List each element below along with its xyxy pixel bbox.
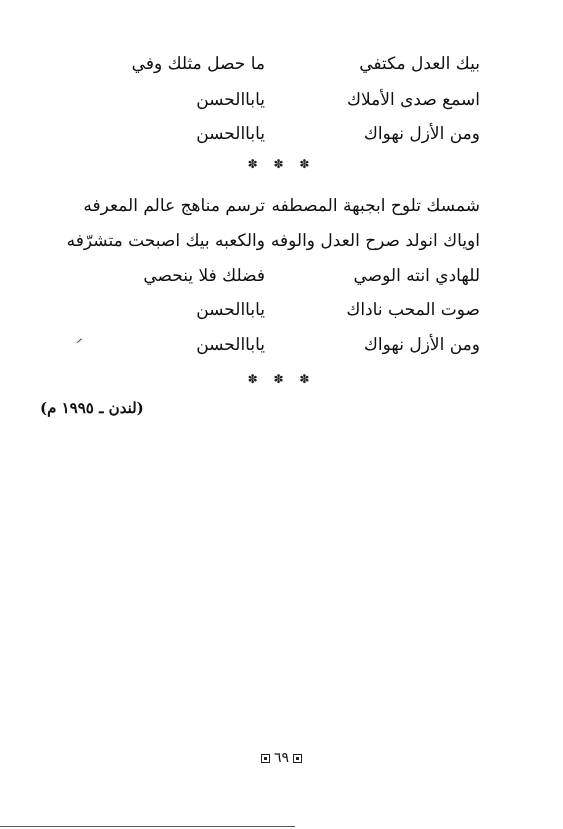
page-number: ٦٩	[273, 750, 290, 766]
verse-line	[40, 331, 480, 359]
verse-first-hemistich: اسمع صدى الأملاك	[347, 90, 480, 110]
verse-first-hemistich: بيك العدل مكتفي	[359, 54, 480, 74]
verse-line	[40, 262, 480, 290]
verse-first-hemistich: للهادي انته الوصي	[353, 266, 480, 286]
verse-first-hemistich: صوت المحب ناداك	[346, 300, 480, 320]
stanza-separator: ✽ ✽ ✽	[247, 372, 316, 386]
verse-second-hemistich: والكعبه بيك اصبحت متشرّفه	[66, 231, 265, 251]
bottom-rule	[0, 826, 295, 827]
page-number-block	[0, 750, 563, 766]
verse-first-hemistich: ومن الأزل نهواك	[363, 124, 480, 144]
place-date-note: (لندن ـ ١٩٩٥ م)	[40, 399, 144, 417]
verse-line	[40, 50, 480, 78]
verse-line	[40, 227, 480, 255]
verse-second-hemistich: ترسم مناهج عالم المعرفه	[83, 196, 265, 216]
ornament-box-icon	[261, 754, 270, 763]
verse-first-hemistich: ومن الأزل نهواك	[363, 335, 480, 355]
stanza-separator: ✽ ✽ ✽	[247, 157, 316, 171]
verse-line	[40, 192, 480, 220]
verse-second-hemistich: ياباالحسن	[196, 300, 265, 320]
verse-line	[40, 120, 480, 148]
verse-second-hemistich: ياباالحسن	[196, 90, 265, 110]
verse-second-hemistich: ياباالحسن	[196, 335, 265, 355]
verse-line	[40, 86, 480, 114]
verse-line	[40, 296, 480, 324]
verse-second-hemistich: فضلك فلا ينحصي	[143, 266, 265, 286]
ornament-box-icon	[293, 754, 302, 763]
verse-first-hemistich: شمسك تلوح ابجبهة المصطفه	[271, 196, 480, 216]
verse-first-hemistich: اوياك انولد صرح العدل والوفه	[270, 231, 480, 251]
verse-second-hemistich: ما حصل مثلك وفي	[131, 54, 265, 74]
verse-second-hemistich: ياباالحسن	[196, 124, 265, 144]
